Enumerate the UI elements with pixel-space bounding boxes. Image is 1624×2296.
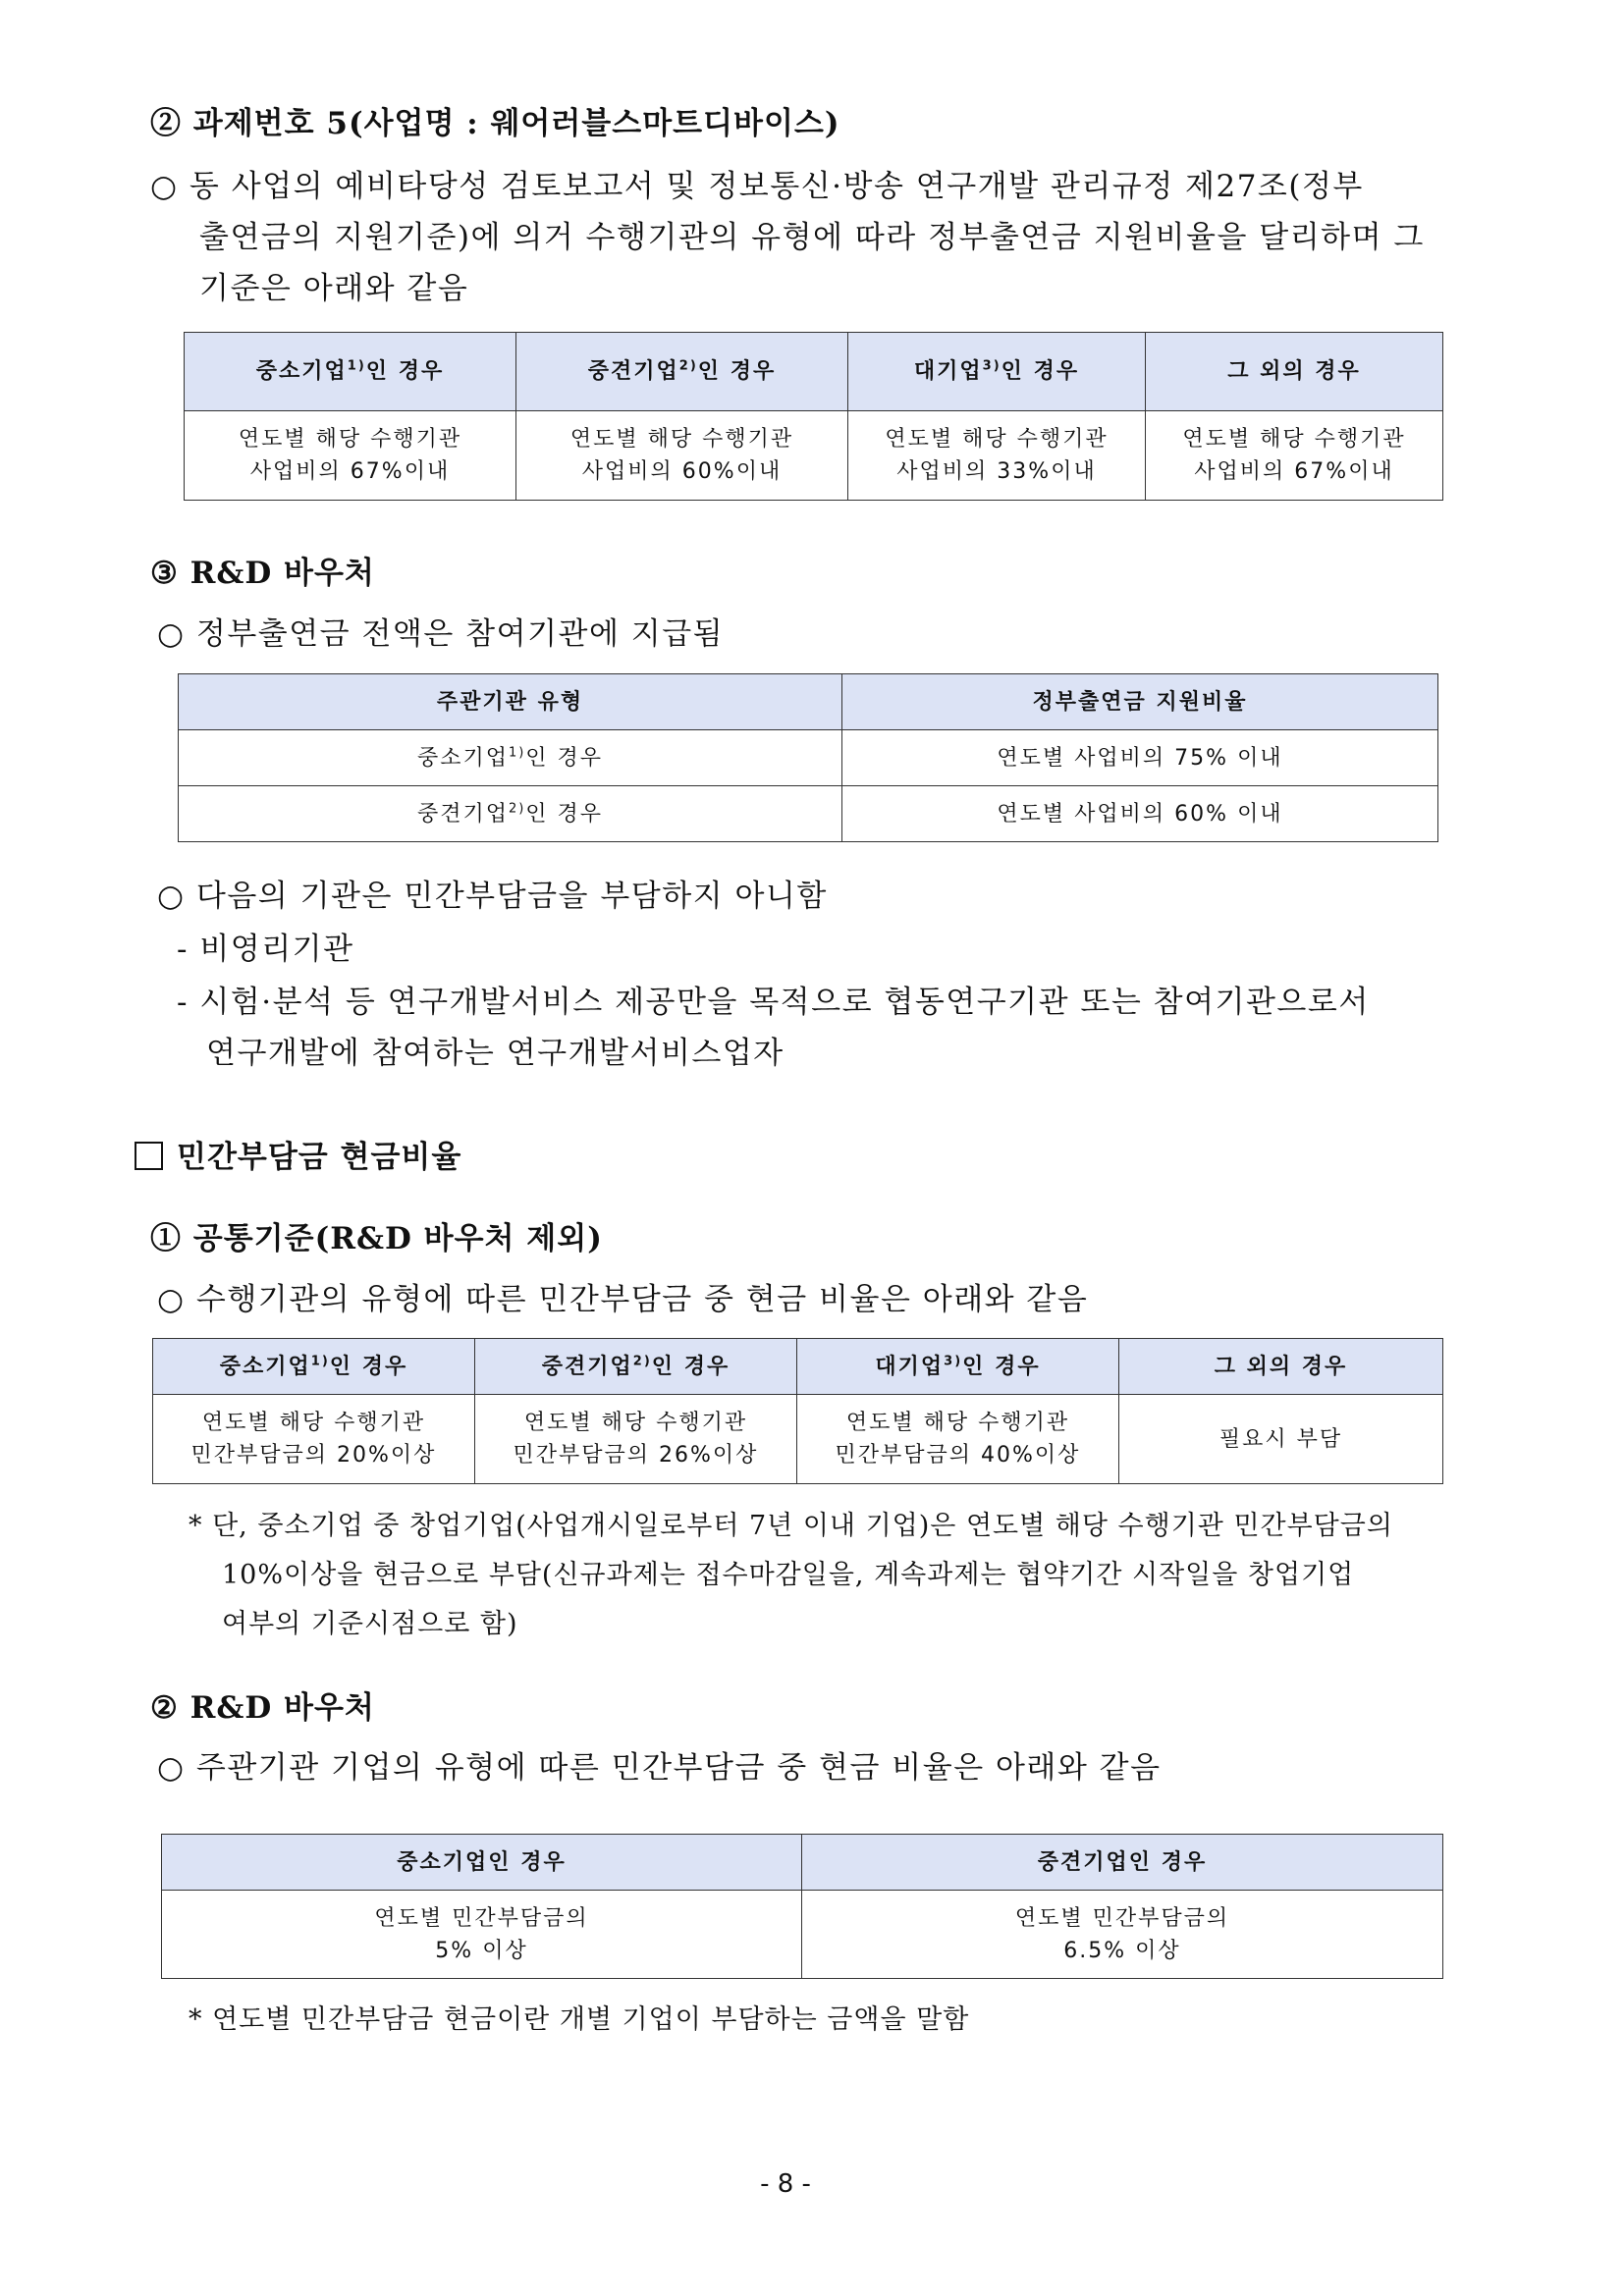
- table-cell: 연도별 해당 수행기관 사업비의 67%이내: [185, 411, 516, 501]
- table-cell: 연도별 해당 수행기관 민간부담금의 20%이상: [153, 1395, 475, 1484]
- section-heading-common-criteria: ① 공통기준(R&D 바우처 제외): [150, 1221, 603, 1256]
- section-title: 민간부담금 현금비율: [135, 1132, 461, 1176]
- table-header: 대기업$^{3)}$인 경우: [848, 333, 1146, 411]
- paragraph-cash-ratio: ○ 수행기관의 유형에 따른 민간부담금 중 현금 비율은 아래와 같음: [157, 1282, 1089, 1317]
- table-cell: 연도별 해당 수행기관 사업비의 33%이내: [848, 411, 1146, 501]
- page-number: - 8 -: [760, 2169, 811, 2199]
- table-header: 대기업$^{3)}$인 경우: [797, 1339, 1119, 1395]
- table-header: 중소기업$^{1)}$인 경우: [153, 1339, 475, 1395]
- table-header: 정부출연금 지원비율: [842, 674, 1438, 730]
- text-line: ○ 동 사업의 예비타당성 검토보고서 및 정보통신·방송 연구개발 관리규정 제27조(정부: [150, 169, 1364, 204]
- table-header: 중견기업인 경우: [802, 1835, 1443, 1891]
- voucher-cash-table: [161, 1834, 1443, 1979]
- footnote-startup: * 단, 중소기업 중 창업기업(사업개시일로부터 7년 이내 기업)은 연도별 해당 수행기관 민간부담금의 10%이상을 현금으로 부담(신규과제는 접수마감일을, 계속과제는 협약기간 시작일을 창업기업 여부의 기준시점으로 함): [189, 1511, 1393, 1639]
- table-cell: 연도별 민간부담금의 5% 이상: [162, 1891, 802, 1979]
- paragraph-voucher: ○ 정부출연금 전액은 참여기관에 지급됨: [157, 616, 725, 652]
- list-item: - 시험·분석 등 연구개발서비스 제공만을 목적으로 협동연구기관 또는 참여기관으로서 연구개발에 참여하는 연구개발서비스업자: [177, 985, 1370, 1071]
- paragraph-exempt-institutions: ○ 다음의 기관은 민간부담금을 부담하지 아니함: [157, 879, 828, 914]
- section-heading-project5: ② 과제번호 5(사업명 : 웨어러블스마트디바이스): [150, 106, 840, 141]
- table-cell: 연도별 해당 수행기관 사업비의 67%이내: [1146, 411, 1443, 501]
- table-header: 중소기업인 경우: [162, 1835, 802, 1891]
- table-cell: 중소기업$^{1)}$인 경우: [179, 730, 842, 786]
- table-cell: 연도별 민간부담금의 6.5% 이상: [802, 1891, 1443, 1979]
- footnote-cash-definition: * 연도별 민간부담금 현금이란 개별 기업이 부담하는 금액을 말함: [189, 2004, 970, 2035]
- table-cell: 연도별 사업비의 75% 이내: [842, 730, 1438, 786]
- table-header: 중견기업$^{2)}$인 경우: [516, 333, 848, 411]
- table-header: 그 외의 경우: [1119, 1339, 1443, 1395]
- text-line: 기준은 아래와 같음: [199, 271, 469, 306]
- table-cell: 연도별 해당 수행기관 민간부담금의 40%이상: [797, 1395, 1119, 1484]
- table-cell: 연도별 해당 수행기관 민간부담금의 26%이상: [475, 1395, 797, 1484]
- table-header: 주관기관 유형: [179, 674, 842, 730]
- section-heading-rnd-voucher-cash: ② R&D 바우처: [150, 1690, 375, 1726]
- table-header: 그 외의 경우: [1146, 333, 1443, 411]
- table-header: 중견기업$^{2)}$인 경우: [475, 1339, 797, 1395]
- text-line: 출연금의 지원기준)에 의거 수행기관의 유형에 따라 정부출연금 지원비율을 달리하며 그: [199, 220, 1425, 255]
- list-item: - 비영리기관: [177, 932, 354, 967]
- paragraph-subsidy-basis: [150, 161, 1446, 314]
- voucher-subsidy-table: [178, 673, 1438, 842]
- checkbox-square-icon: [135, 1142, 163, 1170]
- table-cell: 중견기업$^{2)}$인 경우: [179, 786, 842, 842]
- table-cell: 연도별 해당 수행기관 사업비의 60%이내: [516, 411, 848, 501]
- table-header: 중소기업$^{1)}$인 경우: [185, 333, 516, 411]
- subsidy-ratio-table: [184, 332, 1443, 501]
- paragraph-voucher-cash: ○ 주관기관 기업의 유형에 따른 민간부담금 중 현금 비율은 아래와 같음: [157, 1750, 1162, 1786]
- table-cell: 필요시 부담: [1119, 1395, 1443, 1484]
- cash-ratio-table: [152, 1338, 1443, 1484]
- table-cell: 연도별 사업비의 60% 이내: [842, 786, 1438, 842]
- section-heading-rnd-voucher: ③ R&D 바우처: [150, 556, 375, 591]
